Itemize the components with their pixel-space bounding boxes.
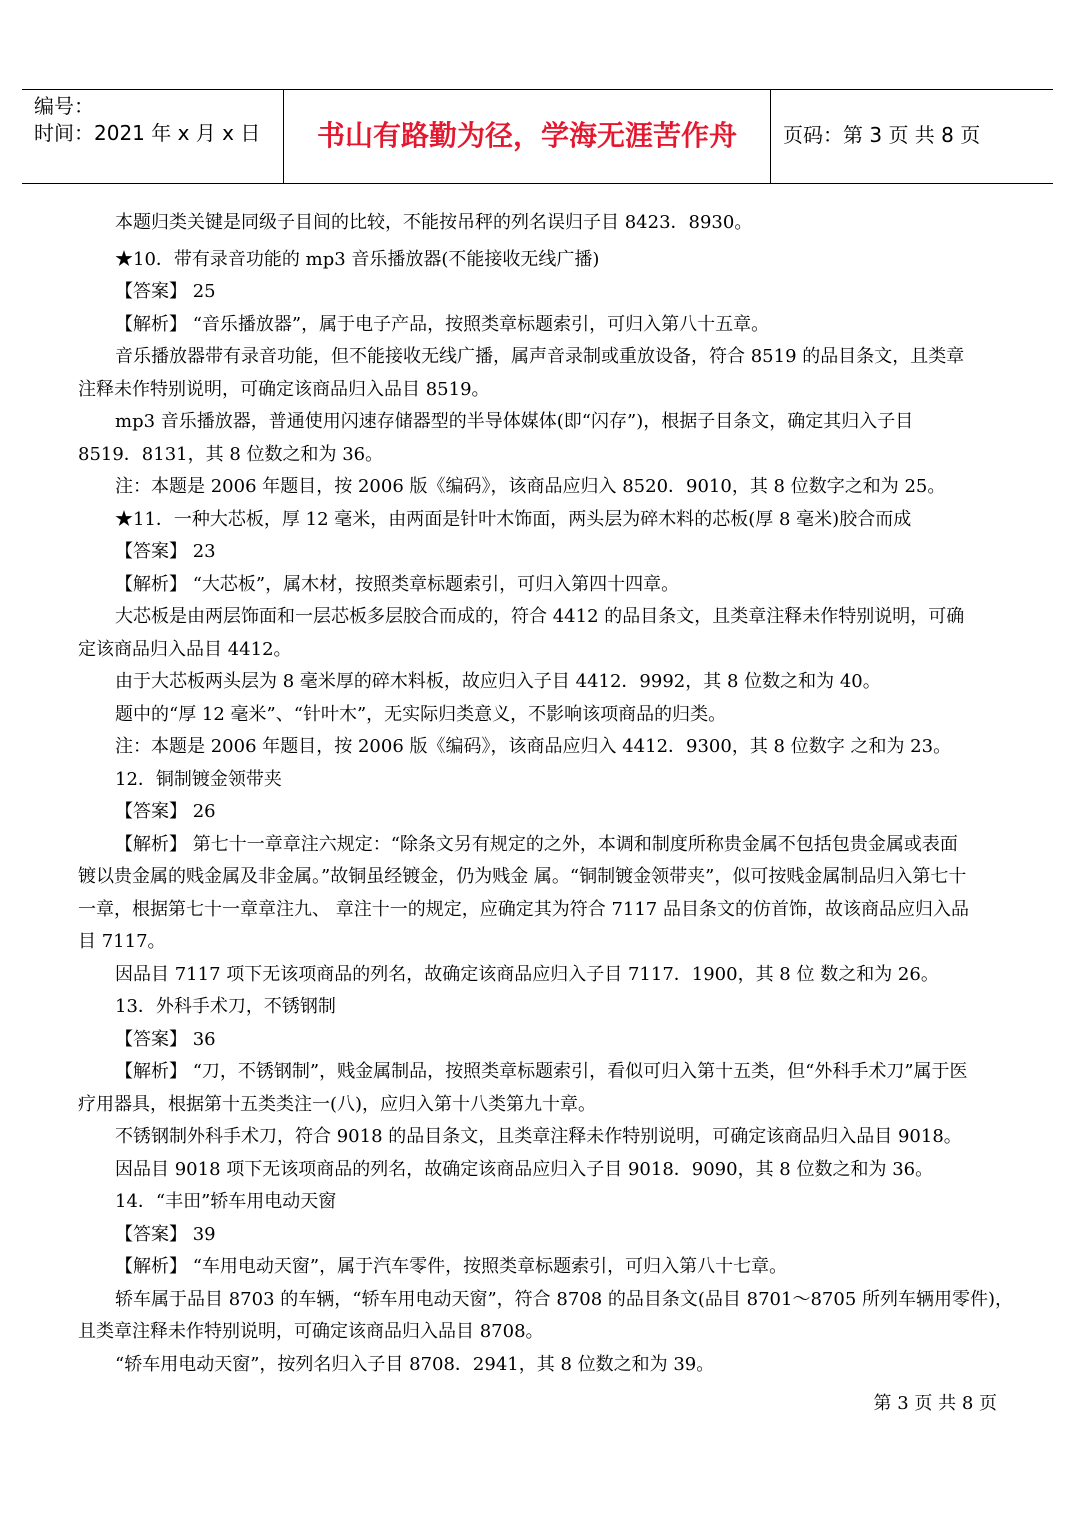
body-line: 本题归类关键是同级子目间的比较，不能按吊秤的列名误归子目 8423．8930。 xyxy=(115,212,753,233)
header-motto-cell xyxy=(284,90,771,183)
body-line: 注：本题是 2006 年题目，按 2006 版《编码》，该商品应归入 8520．9010，其 8 位数字之和为 25。 xyxy=(115,476,946,497)
body-line: 因品目 9018 项下无该项商品的列名，故确定该商品应归入子目 9018．9090，其 8 位数之和为 36。 xyxy=(115,1159,934,1180)
body-line: 【答案】 36 xyxy=(115,1029,216,1050)
body-line: mp3 音乐播放器，普通使用闪速存储器型的半导体媒体(即“闪存”)，根据子目条文，确定其归入子目 xyxy=(115,411,914,432)
body-line: 注：本题是 2006 年题目，按 2006 版《编码》，该商品应归入 4412．9300，其 8 位数字 之和为 23。 xyxy=(115,736,952,757)
body-line: 14．“丰田”轿车用电动天窗 xyxy=(115,1191,337,1212)
body-line: 【答案】 26 xyxy=(115,801,216,822)
header-motto: 书山有路勤为径，学海无涯苦作舟 xyxy=(316,119,737,152)
header-page-cell xyxy=(771,90,1053,183)
body-line: 【解析】 “刀，不锈钢制”，贱金属制品，按照类章标题索引，看似可归入第十五类，但“外科手术刀”属于医 xyxy=(115,1061,968,1082)
body-line: 题中的“厚 12 毫米”、“针叶木”，无实际归类意义，不影响该项商品的归类。 xyxy=(115,704,727,725)
body-line: 轿车属于品目 8703 的车辆，“轿车用电动天窗”，符合 8708 的品目条文(品目 8701～8705 所列车辆用零件)， xyxy=(115,1289,1014,1310)
header-info-cell xyxy=(22,90,284,183)
body-line: 【解析】 “音乐播放器”，属于电子产品，按照类章标题索引，可归入第八十五章。 xyxy=(115,314,770,335)
body-line: 一章，根据第七十一章章注九、 章注十一的规定，应确定其为符合 7117 品目条文的仿首饰，故该商品应归入品 xyxy=(78,899,969,920)
body-line: 不锈钢制外科手术刀，符合 9018 的品目条文，且类章注释未作特别说明，可确定该商品归入品目 9018。 xyxy=(115,1126,962,1147)
body-line: 镀以贵金属的贱金属及非金属。”故铜虽经镀金，仍为贱金 属。“铜制镀金领带夹”，似可按贱金属制品归入第七十 xyxy=(78,866,967,887)
body-line: 【答案】 25 xyxy=(115,281,216,302)
body-line: 8519．8131，其 8 位数之和为 36。 xyxy=(78,444,384,465)
body-line: 【解析】 “车用电动天窗”，属于汽车零件，按照类章标题索引，可归入第八十七章。 xyxy=(115,1256,788,1277)
body-line: ★10．带有录音功能的 mp3 音乐播放器(不能接收无线广播) xyxy=(115,249,600,270)
body-line: 【解析】 “大芯板”，属木材，按照类章标题索引，可归入第四十四章。 xyxy=(115,574,680,595)
body-line: 注释未作特别说明，可确定该商品归入品目 8519。 xyxy=(78,379,490,400)
body-line: 大芯板是由两层饰面和一层芯板多层胶合而成的，符合 4412 的品目条文，且类章注释未作特别说明，可确 xyxy=(115,606,965,627)
body-line: 12．铜制镀金领带夹 xyxy=(115,769,282,790)
body-line: 且类章注释未作特别说明，可确定该商品归入品目 8708。 xyxy=(78,1321,544,1342)
body-line: 【答案】 23 xyxy=(115,541,216,562)
header-page-code: 页码：第 3 页 共 8 页 xyxy=(783,123,981,147)
body-line: 目 7117。 xyxy=(78,931,166,952)
body-line: 疗用器具，根据第十五类类注一(八)，应归入第十八类第九十章。 xyxy=(78,1094,597,1115)
page-header xyxy=(22,89,1053,184)
body-line: ★11．一种大芯板，厚 12 毫米，由两面是针叶木饰面，两头层为碎木料的芯板(厚 8 毫米)胶合而成 xyxy=(115,509,912,530)
page-footer: 第 3 页 共 8 页 xyxy=(873,1393,997,1414)
body-line: 因品目 7117 项下无该项商品的列名，故确定该商品应归入子目 7117．1900，其 8 位 数之和为 26。 xyxy=(115,964,939,985)
document-time-label: 时间：2021 年 x 月 x 日 xyxy=(34,121,261,145)
body-line: 由于大芯板两头层为 8 毫米厚的碎木料板，故应归入子目 4412．9992，其 8 位数之和为 40。 xyxy=(115,671,881,692)
body-line: 13．外科手术刀，不锈钢制 xyxy=(115,996,336,1017)
body-line: 【解析】 第七十一章章注六规定：“除条文另有规定的之外，本调和制度所称贵金属不包括包贵金属或表面 xyxy=(115,834,958,855)
body-line: “轿车用电动天窗”，按列名归入子目 8708．2941，其 8 位数之和为 39。 xyxy=(115,1354,715,1375)
document-number-label: 编号： xyxy=(34,94,94,118)
body-line: 音乐播放器带有录音功能，但不能接收无线广播，属声音录制或重放设备，符合 8519 的品目条文，且类章 xyxy=(115,346,965,367)
body-line: 定该商品归入品目 4412。 xyxy=(78,639,292,660)
body-line: 【答案】 39 xyxy=(115,1224,216,1245)
